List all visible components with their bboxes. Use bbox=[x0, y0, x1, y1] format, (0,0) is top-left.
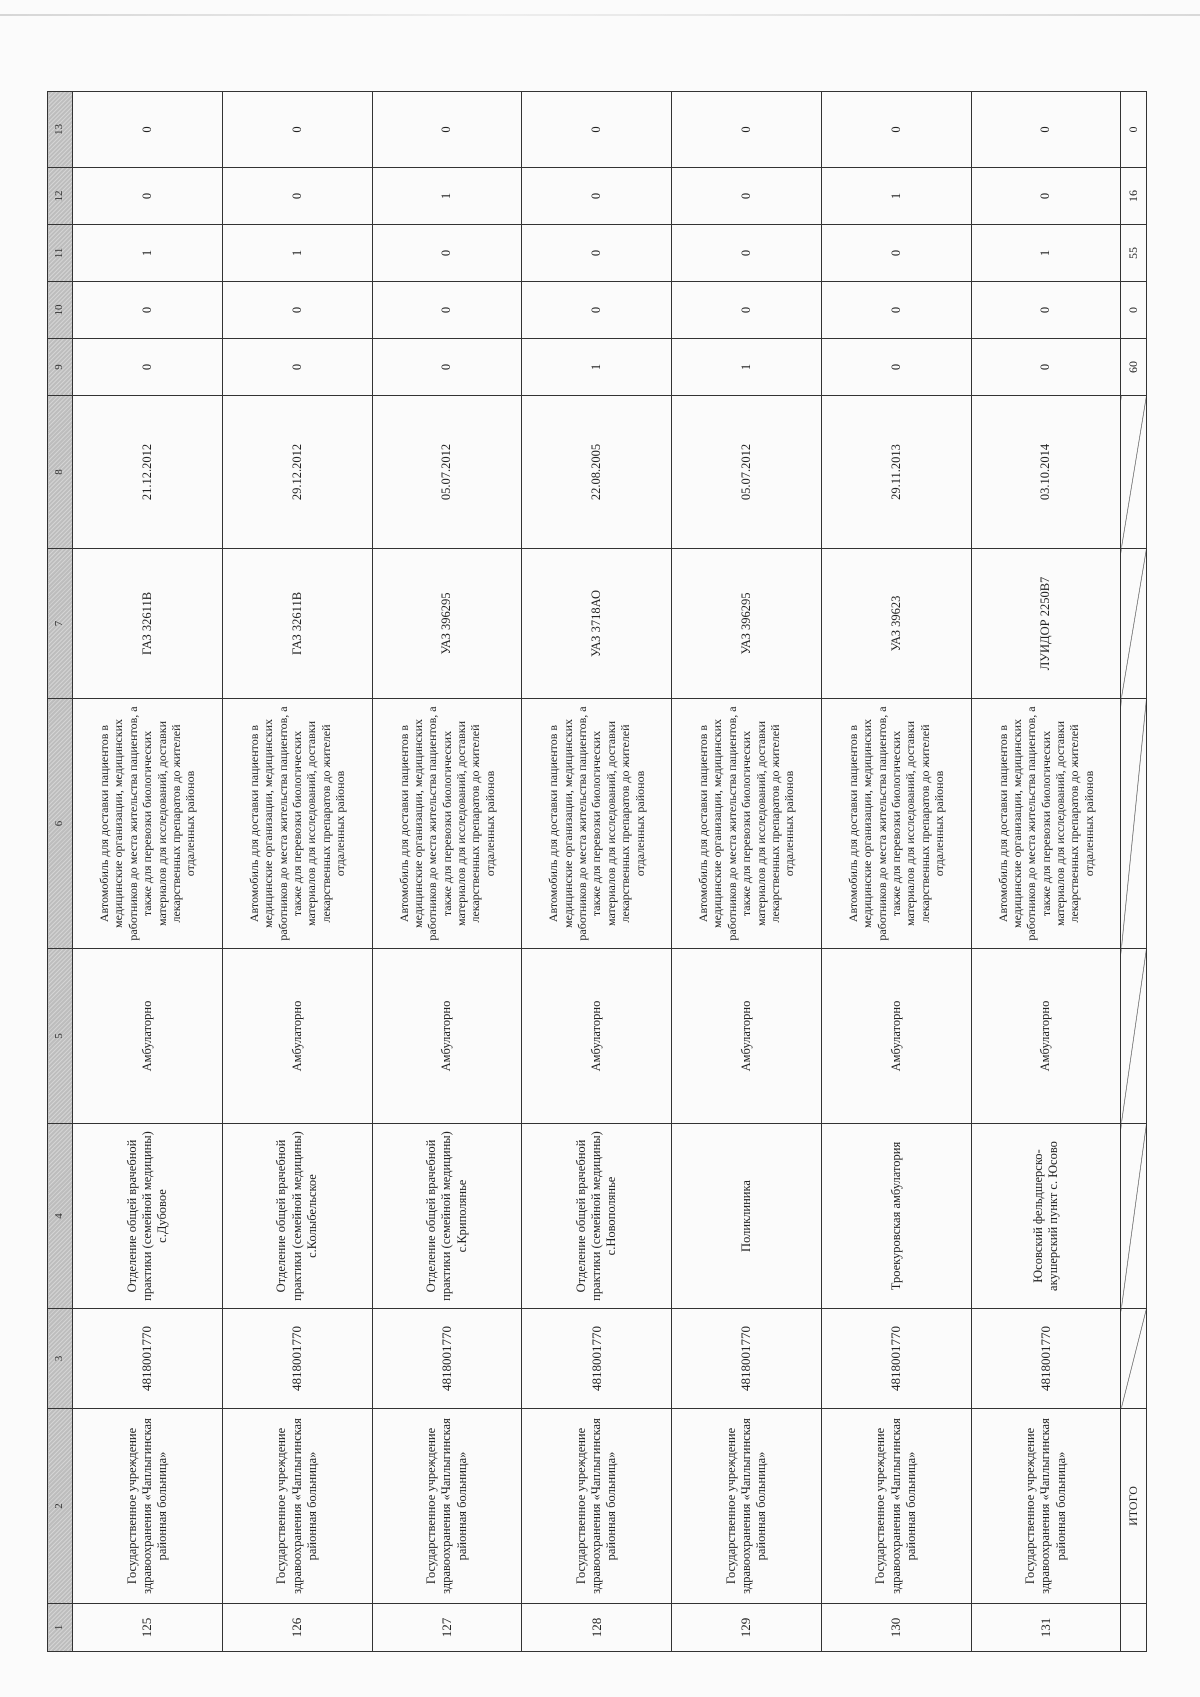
care-mode: Амбулаторно bbox=[522, 949, 672, 1124]
cell-col9: 0 bbox=[222, 339, 372, 396]
subdivision: Юсовский фельдшерско-акушерский пункт с. Юсово bbox=[971, 1124, 1121, 1309]
inn-code: 4818001770 bbox=[672, 1309, 822, 1409]
cell-col10: 0 bbox=[222, 282, 372, 339]
subdivision: Отделение общей врачебной практики (семейной медицины) с.Криполянье bbox=[372, 1124, 522, 1309]
col-num-8: 8 bbox=[48, 396, 73, 549]
total-crossed-cell bbox=[1121, 1124, 1147, 1309]
cell-col12: 1 bbox=[372, 168, 522, 225]
vehicle-model: УАЗ 39623 bbox=[821, 549, 971, 699]
vehicle-model: ГАЗ 32611В bbox=[73, 549, 223, 699]
vehicle-purpose: Автомобиль для доставки пациентов в медицинские организации, медицинских работников до места жительства пациентов, а также для перевозки биологических материалов для исследований, доставки лекарственных препаратов до жителей отдаленных районов bbox=[222, 699, 372, 949]
total-crossed-cell bbox=[1121, 1309, 1147, 1409]
col-num-11: 11 bbox=[48, 225, 73, 282]
cell-col10: 0 bbox=[821, 282, 971, 339]
cell-col9: 0 bbox=[971, 339, 1121, 396]
cell-col11: 1 bbox=[222, 225, 372, 282]
inn-code: 4818001770 bbox=[222, 1309, 372, 1409]
care-mode: Амбулаторно bbox=[372, 949, 522, 1124]
row-number: 130 bbox=[821, 1604, 971, 1652]
cell-col9: 0 bbox=[372, 339, 522, 396]
row-number: 127 bbox=[372, 1604, 522, 1652]
row-number: 128 bbox=[522, 1604, 672, 1652]
cell-col11: 1 bbox=[971, 225, 1121, 282]
cell-col12: 0 bbox=[222, 168, 372, 225]
total-crossed-cell bbox=[1121, 396, 1147, 549]
total-crossed-cell bbox=[1121, 549, 1147, 699]
table-row bbox=[222, 92, 372, 1652]
cell-col10: 0 bbox=[372, 282, 522, 339]
col-num-9: 9 bbox=[48, 339, 73, 396]
cell-col9: 1 bbox=[672, 339, 822, 396]
registration-date: 05.07.2012 bbox=[372, 396, 522, 549]
cell-col10: 0 bbox=[672, 282, 822, 339]
total-label: ИТОГО bbox=[1121, 1409, 1147, 1604]
col-num-13: 13 bbox=[48, 92, 73, 168]
cell-col9: 0 bbox=[73, 339, 223, 396]
registration-date: 21.12.2012 bbox=[73, 396, 223, 549]
care-mode: Амбулаторно bbox=[971, 949, 1121, 1124]
column-number-header bbox=[48, 92, 73, 1652]
cell-col9: 1 bbox=[522, 339, 672, 396]
total-row bbox=[1121, 92, 1147, 1652]
cell-col13: 0 bbox=[73, 92, 223, 168]
table-row bbox=[971, 92, 1121, 1652]
col-num-12: 12 bbox=[48, 168, 73, 225]
vehicle-table bbox=[47, 91, 1147, 1652]
subdivision: Отделение общей врачебной практики (семейной медицины) с.Новополянье bbox=[522, 1124, 672, 1309]
cell-col13: 0 bbox=[672, 92, 822, 168]
organization-name: Государственное учреждение здравоохранения «Чаплыгинская районная больница» bbox=[73, 1409, 223, 1604]
care-mode: Амбулаторно bbox=[222, 949, 372, 1124]
cell-col13: 0 bbox=[522, 92, 672, 168]
total-empty-cell bbox=[1121, 1604, 1147, 1652]
row-number: 131 bbox=[971, 1604, 1121, 1652]
table-row bbox=[821, 92, 971, 1652]
organization-name: Государственное учреждение здравоохранения «Чаплыгинская районная больница» bbox=[971, 1409, 1121, 1604]
col-num-2: 2 bbox=[48, 1409, 73, 1604]
cell-col12: 1 bbox=[821, 168, 971, 225]
col-num-5: 5 bbox=[48, 949, 73, 1124]
total-crossed-cell bbox=[1121, 699, 1147, 949]
organization-name: Государственное учреждение здравоохранения «Чаплыгинская районная больница» bbox=[222, 1409, 372, 1604]
inn-code: 4818001770 bbox=[821, 1309, 971, 1409]
col-num-10: 10 bbox=[48, 282, 73, 339]
cell-col11: 0 bbox=[821, 225, 971, 282]
col-num-7: 7 bbox=[48, 549, 73, 699]
organization-name: Государственное учреждение здравоохранения «Чаплыгинская районная больница» bbox=[372, 1409, 522, 1604]
organization-name: Государственное учреждение здравоохранения «Чаплыгинская районная больница» bbox=[821, 1409, 971, 1604]
cell-col10: 0 bbox=[73, 282, 223, 339]
col-num-1: 1 bbox=[48, 1604, 73, 1652]
subdivision: Отделение общей врачебной практики (семейной медицины) с.Дубовое bbox=[73, 1124, 223, 1309]
cell-col9: 0 bbox=[821, 339, 971, 396]
inn-code: 4818001770 bbox=[372, 1309, 522, 1409]
cell-col11: 0 bbox=[672, 225, 822, 282]
total-col11: 55 bbox=[1121, 225, 1147, 282]
total-col10: 0 bbox=[1121, 282, 1147, 339]
table-row bbox=[522, 92, 672, 1652]
vehicle-purpose: Автомобиль для доставки пациентов в медицинские организации, медицинских работников до места жительства пациентов, а также для перевозки биологических материалов для исследований, доставки лекарственных препаратов до жителей отдаленных районов bbox=[372, 699, 522, 949]
vehicle-model: УАЗ 3718АО bbox=[522, 549, 672, 699]
table-row bbox=[73, 92, 223, 1652]
rotated-table-wrapper bbox=[47, 92, 1147, 1652]
row-number: 129 bbox=[672, 1604, 822, 1652]
table-row bbox=[672, 92, 822, 1652]
vehicle-model: УАЗ 396295 bbox=[372, 549, 522, 699]
cell-col12: 0 bbox=[971, 168, 1121, 225]
inn-code: 4818001770 bbox=[522, 1309, 672, 1409]
total-crossed-cell bbox=[1121, 949, 1147, 1124]
registration-date: 05.07.2012 bbox=[672, 396, 822, 549]
subdivision: Поликлиника bbox=[672, 1124, 822, 1309]
vehicle-purpose: Автомобиль для доставки пациентов в медицинские организации, медицинских работников до места жительства пациентов, а также для перевозки биологических материалов для исследований, доставки лекарственных препаратов до жителей отдаленных районов bbox=[73, 699, 223, 949]
cell-col13: 0 bbox=[372, 92, 522, 168]
registration-date: 29.12.2012 bbox=[222, 396, 372, 549]
cell-col13: 0 bbox=[971, 92, 1121, 168]
inn-code: 4818001770 bbox=[971, 1309, 1121, 1409]
cell-col10: 0 bbox=[522, 282, 672, 339]
vehicle-purpose: Автомобиль для доставки пациентов в медицинские организации, медицинских работников до места жительства пациентов, а также для перевозки биологических материалов для исследований, доставки лекарственных препаратов до жителей отдаленных районов bbox=[971, 699, 1121, 949]
inn-code: 4818001770 bbox=[73, 1309, 223, 1409]
registration-date: 03.10.2014 bbox=[971, 396, 1121, 549]
col-num-4: 4 bbox=[48, 1124, 73, 1309]
total-col12: 16 bbox=[1121, 168, 1147, 225]
cell-col11: 1 bbox=[73, 225, 223, 282]
care-mode: Амбулаторно bbox=[821, 949, 971, 1124]
organization-name: Государственное учреждение здравоохранения «Чаплыгинская районная больница» bbox=[522, 1409, 672, 1604]
vehicle-model: ГАЗ 32611В bbox=[222, 549, 372, 699]
vehicle-model: ЛУИДОР 2250В7 bbox=[971, 549, 1121, 699]
care-mode: Амбулаторно bbox=[73, 949, 223, 1124]
table-row bbox=[372, 92, 522, 1652]
total-col9: 60 bbox=[1121, 339, 1147, 396]
cell-col11: 0 bbox=[522, 225, 672, 282]
col-num-3: 3 bbox=[48, 1309, 73, 1409]
cell-col10: 0 bbox=[971, 282, 1121, 339]
cell-col11: 0 bbox=[372, 225, 522, 282]
cell-col12: 0 bbox=[73, 168, 223, 225]
vehicle-purpose: Автомобиль для доставки пациентов в медицинские организации, медицинских работников до места жительства пациентов, а также для перевозки биологических материалов для исследований, доставки лекарственных препаратов до жителей отдаленных районов bbox=[821, 699, 971, 949]
registration-date: 22.08.2005 bbox=[522, 396, 672, 549]
cell-col13: 0 bbox=[821, 92, 971, 168]
cell-col12: 0 bbox=[522, 168, 672, 225]
subdivision: Отделение общей врачебной практики (семейной медицины) с.Колыбельское bbox=[222, 1124, 372, 1309]
vehicle-model: УАЗ 396295 bbox=[672, 549, 822, 699]
col-num-6: 6 bbox=[48, 699, 73, 949]
registration-date: 29.11.2013 bbox=[821, 396, 971, 549]
subdivision: Троекуровская амбулатория bbox=[821, 1124, 971, 1309]
care-mode: Амбулаторно bbox=[672, 949, 822, 1124]
organization-name: Государственное учреждение здравоохранения «Чаплыгинская районная больница» bbox=[672, 1409, 822, 1604]
total-col13: 0 bbox=[1121, 92, 1147, 168]
vehicle-purpose: Автомобиль для доставки пациентов в медицинские организации, медицинских работников до места жительства пациентов, а также для перевозки биологических материалов для исследований, доставки лекарственных препаратов до жителей отдаленных районов bbox=[672, 699, 822, 949]
row-number: 125 bbox=[73, 1604, 223, 1652]
row-number: 126 bbox=[222, 1604, 372, 1652]
vehicle-purpose: Автомобиль для доставки пациентов в медицинские организации, медицинских работников до места жительства пациентов, а также для перевозки биологических материалов для исследований, доставки лекарственных препаратов до жителей отдаленных районов bbox=[522, 699, 672, 949]
cell-col12: 0 bbox=[672, 168, 822, 225]
cell-col13: 0 bbox=[222, 92, 372, 168]
